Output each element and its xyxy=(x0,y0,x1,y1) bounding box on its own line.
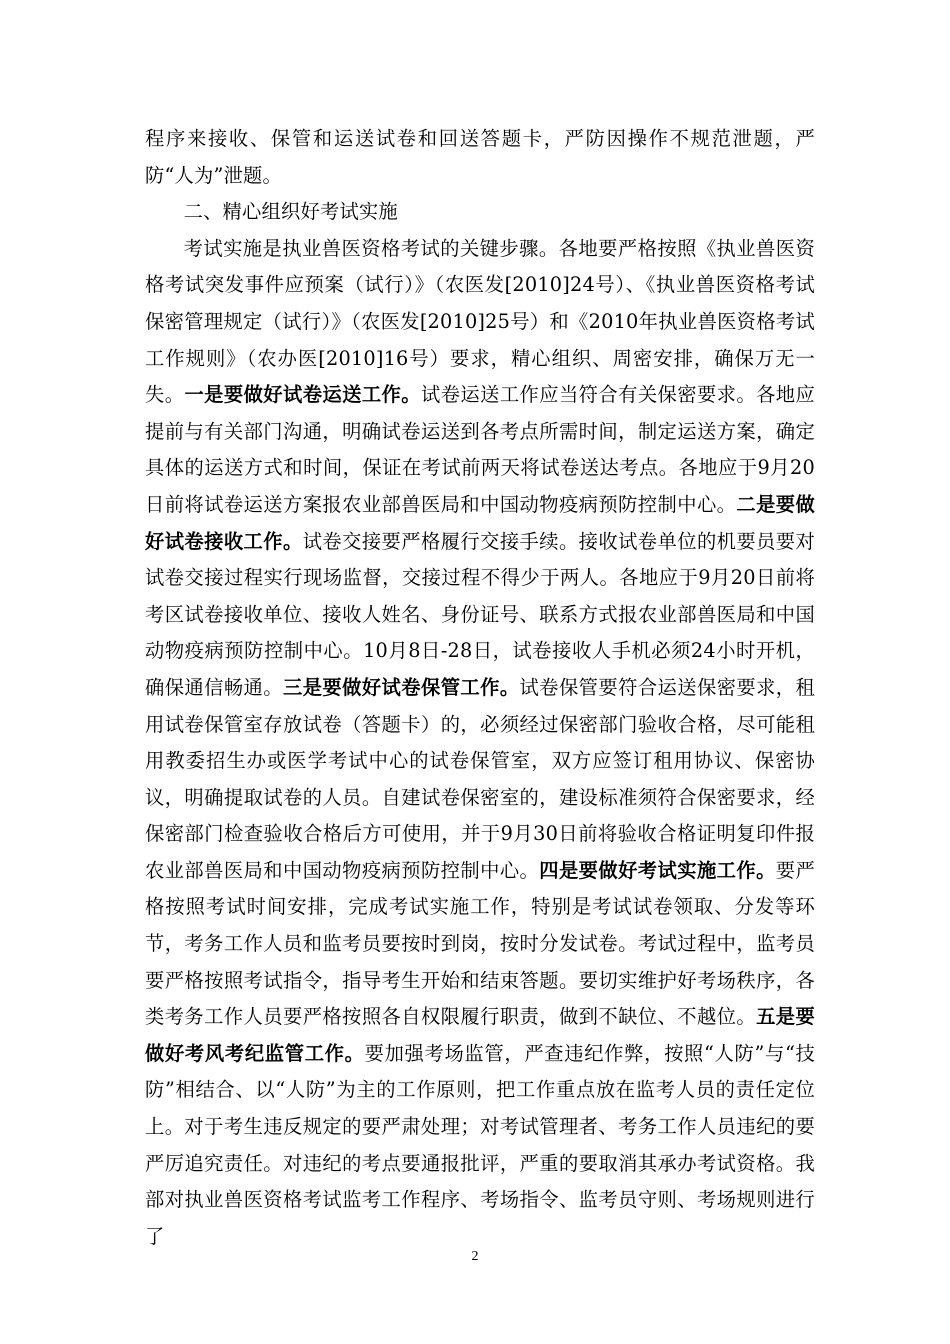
text-run: 要严格按照考试时间安排，完成考试实施工作，特别是考试试卷领取、分发等环节，考务工作人员和监考员要按时到岗，按时分发试卷。考试过程中，监考员要严格按照考试指令，指导考生开始和结束答题。要切实维护好考场秩序，各类考务工作人员要严格按照各自权限履行职责，做到不缺位、不越位。 xyxy=(145,858,815,1029)
text-run: 要加强考场监管，严查违纪作弊，按照“人防”与“技防”相结合、以“人防”为主的工作原则，把工作重点放在监考人员的责任定位上。对于考生违反规定的要严肃处理；对考试管理者、考务工作人员违纪的要严厉追究责任。对违纪的考点要通报批评，严重的要取消其承办考试资格。我部对执业兽医资格考试监考工作程序、考场指令、监考员守则、考场规则进行了 xyxy=(145,1041,815,1248)
bold-run-item-2: 二是要做好试卷接收工作。 xyxy=(145,492,815,553)
bold-run-item-5: 五是要做好考风考纪监管工作。 xyxy=(145,1005,815,1065)
bold-run-item-1: 一是要做好试卷运送工作。 xyxy=(184,383,421,407)
text-run: 考试实施是执业兽医资格考试的关键步骤。各地要严格按照《执业兽医资格考试突发事件应预案（试行）》（农医发[2010]24号）、《执业兽医资格考试保密管理规定（试行）》（农医发[2010]25号）和《2010年执业兽医资格考试工作规则》（农办医[2010]16号）要求，精心组织、周密安排，确保万无一失。 xyxy=(145,236,815,407)
page-number: 2 xyxy=(471,1249,479,1264)
bold-run-item-3: 三是要做好试卷保管工作。 xyxy=(283,675,520,699)
section-heading: 二、精心组织好考试实施 xyxy=(183,200,398,224)
paragraph-exam-implementation xyxy=(145,231,815,1256)
paragraph-continuation: 程序来接收、保管和运送试卷和回送答题卡，严防因操作不规范泄题，严防“人为”泄题。 xyxy=(145,127,815,187)
body-text xyxy=(145,121,815,1255)
bold-run-item-4: 四是要做好考试实施工作。 xyxy=(539,858,776,882)
text-run: 试卷交接要严格履行交接手续。接收试卷单位的机要员要对试卷交接过程实行现场监督，交接过程不得少于两人。各地应于9月20日前将考区试卷接收单位、接收人姓名、身份证号、联系方式报农业部兽医局和中国动物疫病预防控制中心。10月8日-28日，试卷接收人手机必须24小时开机，确保通信畅通。 xyxy=(145,529,815,699)
text-run: 试卷运送工作应当符合有关保密要求。各地应提前与有关部门沟通，明确试卷运送到各考点所需时间，制定运送方案，确定具体的运送方式和时间，保证在考试前两天将试卷送达考点。各地应于9月20日前将试卷运送方案报农业部兽医局和中国动物疫病预防控制中心。 xyxy=(145,383,815,516)
text-run: 试卷保管要符合运送保密要求，租用试卷保管室存放试卷（答题卡）的，必须经过保密部门验收合格，尽可能租用教委招生办或医学考试中心的试卷保管室，双方应签订租用协议、保密协议，明确提取试卷的人员。自建试卷保密室的，建设标准须符合保密要求，经保密部门检查验收合格后方可使用，并于9月30日前将验收合格证明复印件报农业部兽医局和中国动物疫病预防控制中心。 xyxy=(145,675,815,882)
